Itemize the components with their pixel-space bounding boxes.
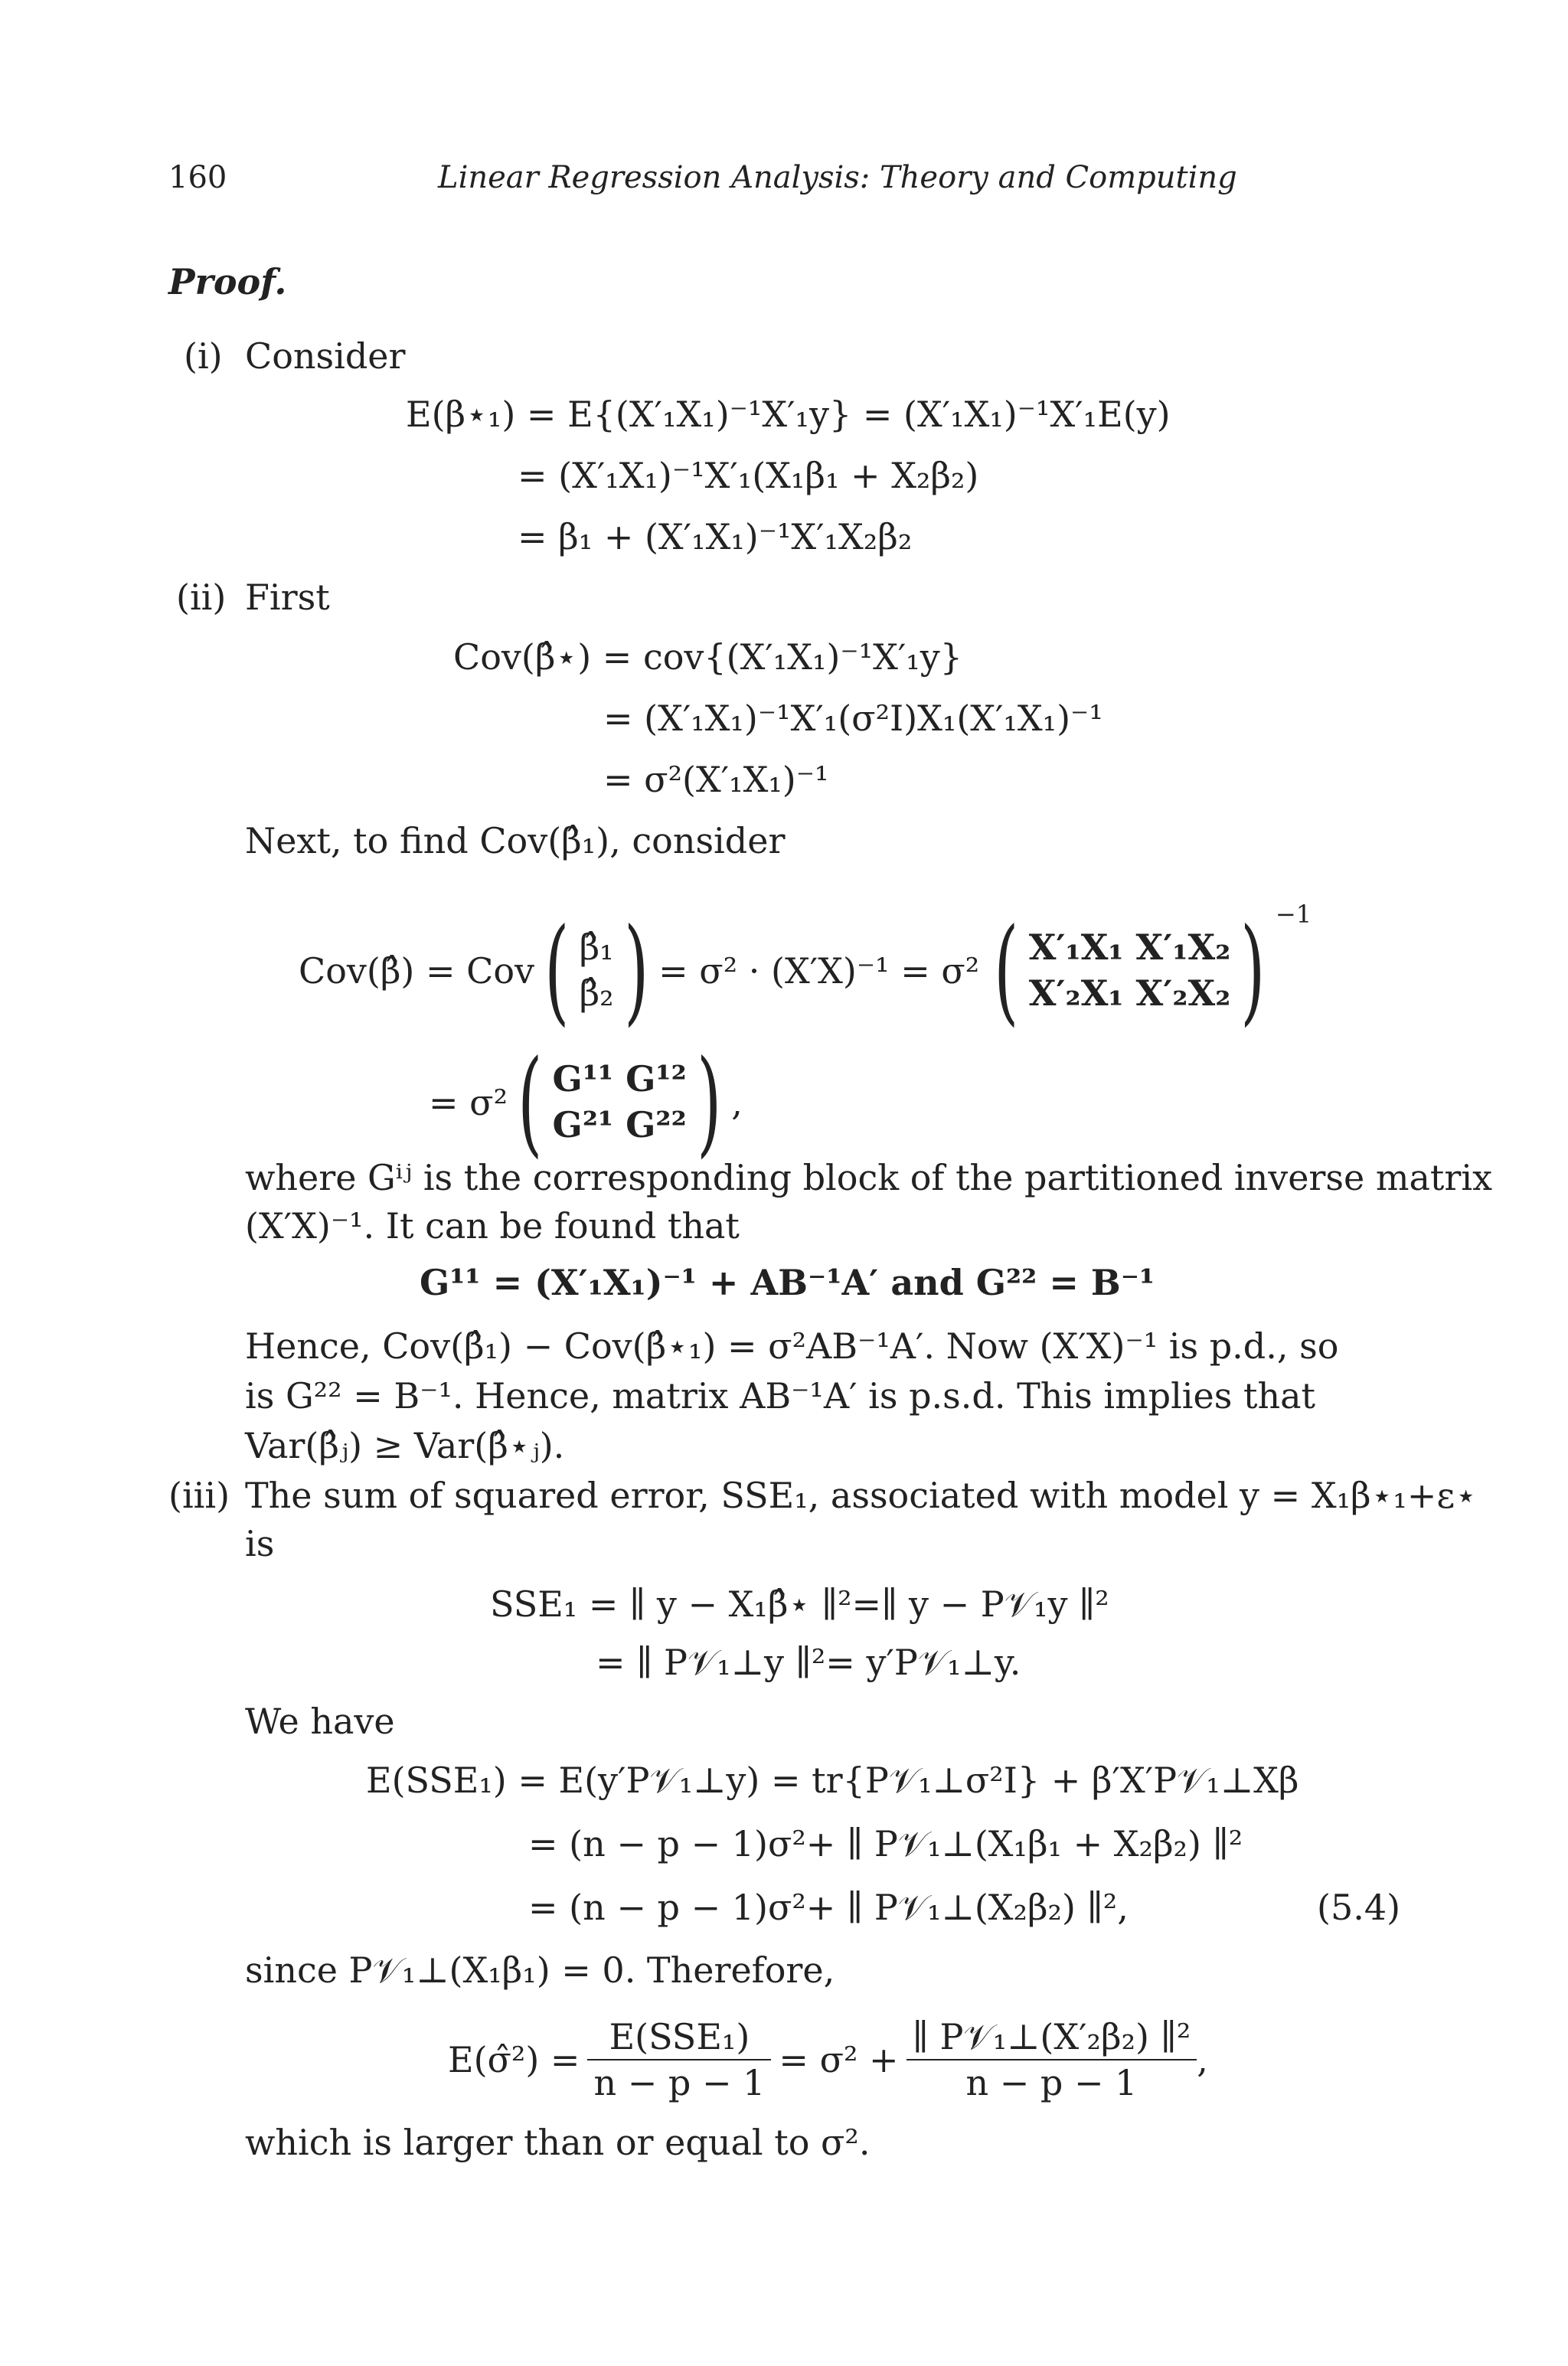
expected-sse-eq2: = (n − p − 1)σ²+ ∥ P𝒱₁⊥(X₁β₁ + X₂β₂) ∥²	[528, 1823, 1243, 1864]
where-line-2: (X′X)⁻¹. It can be found that	[245, 1205, 740, 1247]
hence-line-2: is G²² = B⁻¹. Hence, matrix AB⁻¹A′ is p.s.d. This implies that	[245, 1375, 1315, 1417]
right-paren: )	[696, 1036, 722, 1169]
page-number: 160	[168, 160, 227, 195]
cov-middle: = σ² · (X′X)⁻¹ = σ²	[658, 950, 980, 992]
sigma-lhs: E(σ̂²) =	[448, 2039, 580, 2080]
sigma-suffix: ,	[1197, 2039, 1208, 2080]
fraction-2-denominator: n − p − 1	[965, 2062, 1138, 2103]
hence-line-3: Var(β̂ⱼ) ≥ Var(β̂⋆ⱼ).	[245, 1425, 565, 1466]
left-paren: (	[994, 904, 1019, 1038]
left-paren: (	[544, 904, 570, 1038]
part-iii-label: (iii)	[168, 1475, 230, 1516]
x-matrix	[1029, 925, 1231, 1017]
part-iii-line-1: The sum of squared error, SSE₁, associated with model y = X₁β⋆₁+ε⋆	[245, 1475, 1478, 1516]
sigma-hat-equation	[448, 2010, 1208, 2109]
part-iii-line-2: is	[245, 1523, 275, 1564]
where-line-1: where Gⁱʲ is the corresponding block of the partitioned inverse matrix	[245, 1157, 1493, 1198]
proof-label: Proof.	[168, 261, 287, 302]
running-title: Linear Regression Analysis: Theory and Computing	[438, 160, 1237, 195]
since-line: since P𝒱₁⊥(X₁β₁) = 0. Therefore,	[245, 1949, 835, 1991]
fraction-2	[906, 2016, 1197, 2103]
right-paren: )	[623, 904, 648, 1038]
expected-sse-eq1: E(SSE₁) = E(y′P𝒱₁⊥y) = tr{P𝒱₁⊥σ²I} + β′X′P𝒱₁⊥Xβ	[366, 1760, 1299, 1801]
fraction-2-numerator: ∥ P𝒱₁⊥(X′₂β₂) ∥²	[906, 2019, 1197, 2060]
part-i-label: (i)	[184, 335, 223, 377]
part-ii-intro: First	[245, 577, 330, 618]
part-i-eq3: = β₁ + (X′₁X₁)⁻¹X′₁X₂β₂	[518, 516, 913, 557]
g-equation: G¹¹ = (X′₁X₁)⁻¹ + AB⁻¹A′ and G²² = B⁻¹	[420, 1262, 1155, 1303]
cov-vector-bottom: β̂₂	[579, 972, 614, 1014]
cov-vector-top: β̂₁	[579, 926, 614, 969]
fraction-1-denominator: n − p − 1	[593, 2062, 766, 2103]
part-ii-eq3: = σ²(X′₁X₁)⁻¹	[603, 759, 829, 800]
part-ii-eq1: Cov(β̂⋆) = cov{(X′₁X₁)⁻¹X′₁y}	[453, 636, 962, 678]
cov-block-equation	[299, 902, 1312, 1040]
part-i-eq1: E(β⋆₁) = E{(X′₁X₁)⁻¹X′₁y} = (X′₁X₁)⁻¹X′₁E(y)	[406, 394, 1171, 435]
expected-sse-eq3: = (n − p − 1)σ²+ ∥ P𝒱₁⊥(X₂β₂) ∥²,	[528, 1887, 1129, 1928]
sse-equation-1: SSE₁ = ∥ y − X₁β̂⋆ ∥²=∥ y − P𝒱₁y ∥²	[490, 1583, 1109, 1625]
x-matrix-bottom: X′₂X₁ X′₂X₂	[1028, 972, 1231, 1014]
g-block-equation	[429, 1036, 743, 1169]
cov-vector	[580, 925, 614, 1017]
g-matrix	[553, 1057, 687, 1149]
sse-equation-2: = ∥ P𝒱₁⊥y ∥²= y′P𝒱₁⊥y.	[596, 1642, 1021, 1683]
cov-lhs: Cov(β̂) = Cov	[299, 950, 535, 992]
g-matrix-bottom: G²¹ G²²	[552, 1104, 687, 1145]
fraction-1-numerator: E(SSE₁)	[587, 2019, 771, 2060]
right-paren: )	[1240, 904, 1266, 1038]
we-have-text: We have	[245, 1701, 395, 1742]
part-i-eq2: = (X′₁X₁)⁻¹X′₁(X₁β₁ + X₂β₂)	[518, 455, 979, 496]
part-ii-eq2: = (X′₁X₁)⁻¹X′₁(σ²I)X₁(X′₁X₁)⁻¹	[603, 698, 1103, 739]
g-suffix: ,	[731, 1082, 743, 1123]
part-ii-next-text: Next, to find Cov(β̂₁), consider	[245, 820, 786, 861]
x-matrix-top: X′₁X₁ X′₁X₂	[1028, 926, 1231, 969]
part-i-intro: Consider	[245, 335, 406, 377]
fraction-1	[587, 2016, 771, 2103]
sigma-middle: = σ² +	[779, 2039, 899, 2080]
part-ii-label: (ii)	[176, 577, 227, 618]
hence-line-1: Hence, Cov(β̂₁) − Cov(β̂⋆₁) = σ²AB⁻¹A′. Now (X′X)⁻¹ is p.d., so	[245, 1325, 1339, 1367]
equation-number: (5.4)	[1317, 1887, 1401, 1928]
g-matrix-top: G¹¹ G¹²	[552, 1058, 687, 1100]
x-matrix-exponent: −1	[1275, 900, 1312, 929]
left-paren: (	[518, 1036, 543, 1169]
final-line: which is larger than or equal to σ².	[245, 2122, 871, 2163]
g-prefix: = σ²	[429, 1082, 508, 1123]
